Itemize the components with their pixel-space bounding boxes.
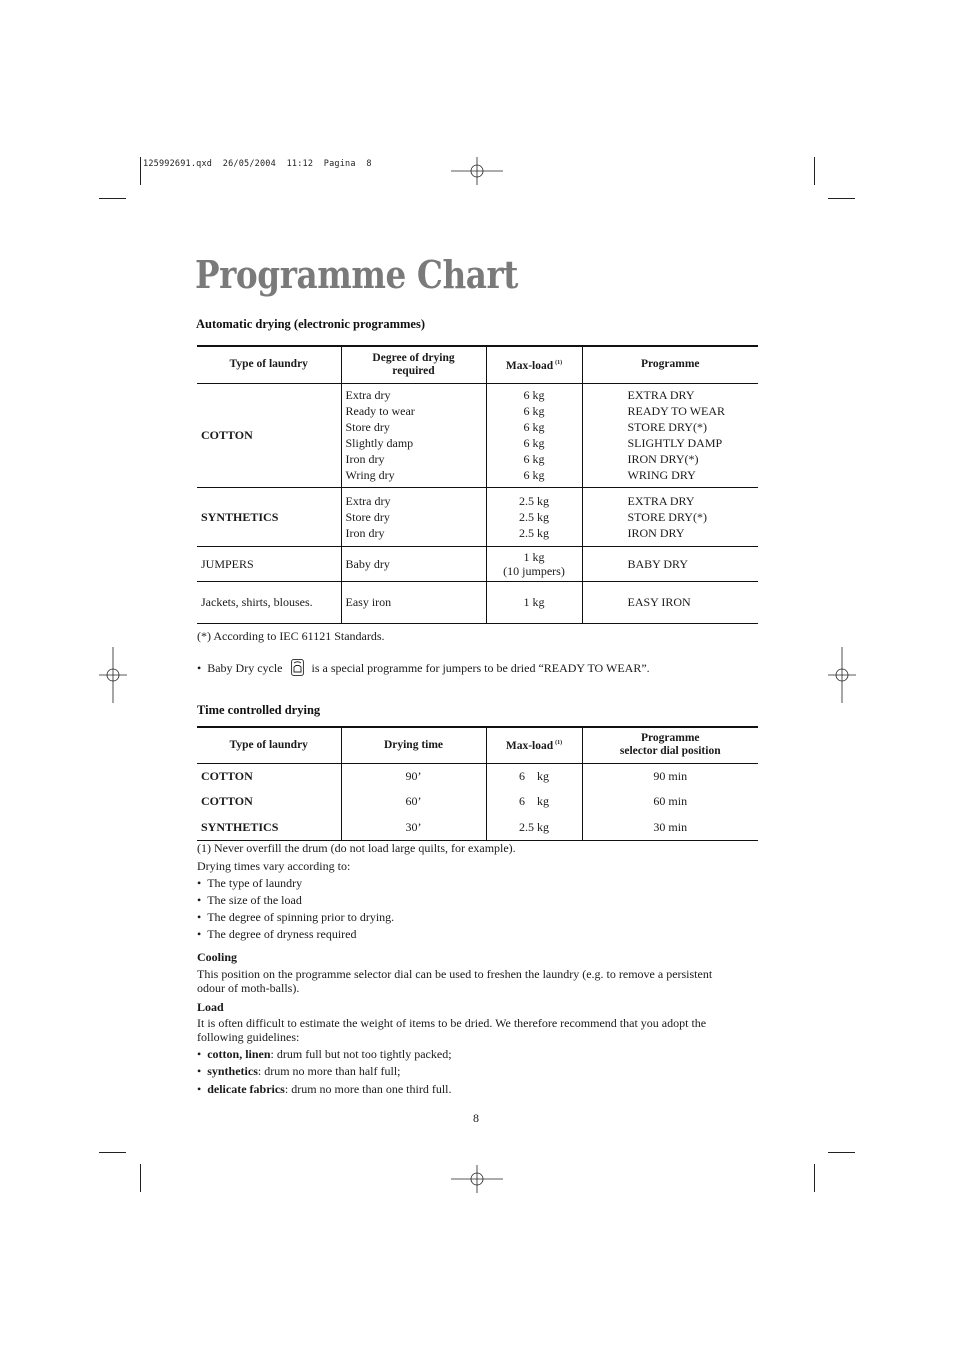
load-item: (10 jumpers) [503, 563, 565, 578]
load-item: 2.5 kg [519, 493, 549, 508]
header-maxload-label: Max-load [505, 740, 554, 753]
crop-mark [99, 1152, 126, 1153]
degree-item: Iron dry [345, 452, 385, 466]
crop-mark [828, 1152, 855, 1153]
programme-item: SLIGHTLY DAMP [627, 436, 723, 450]
footnote-marker: (1) [555, 359, 563, 366]
degree-item: Easy iron [341, 581, 486, 623]
baby-dry-note-start: Baby Dry cycle [207, 661, 283, 675]
iec-footnote: (*) According to IEC 61121 Standards. [197, 629, 385, 643]
load-item: 2.5 kg [519, 509, 549, 524]
drying-time: 30’ [341, 814, 486, 840]
degree-item: Baby dry [341, 546, 486, 581]
load-heading: Load [197, 1000, 224, 1014]
header-dial-line1: Programme [640, 732, 700, 745]
crop-mark [814, 157, 815, 185]
page-title: Programme Chart [195, 252, 518, 297]
drying-times-intro: Drying times vary according to: [197, 859, 351, 873]
footnote-marker: (1) [555, 740, 563, 747]
degree-item: Slightly damp [345, 436, 414, 450]
table-row [197, 581, 758, 623]
programme-item: STORE DRY(*) [627, 509, 707, 524]
jumper-cycle-icon [291, 659, 304, 676]
dial-position: 30 min [582, 814, 758, 840]
degree-item: Wring dry [345, 468, 395, 482]
load-item: 6 kg [523, 404, 545, 418]
table-row [197, 383, 758, 487]
programme-item: READY TO WEAR [627, 404, 726, 418]
programme-item: EXTRA DRY [627, 388, 695, 402]
baby-dry-note-end: is a special programme for jumpers to be dried “READY TO WEAR”. [311, 661, 650, 675]
baby-dry-note [197, 659, 650, 676]
table-row [197, 814, 758, 840]
header-programme: Programme [582, 346, 758, 383]
header-dial-line2: selector dial position [619, 745, 721, 758]
cooling-text: This position on the programme selector dial can be used to freshen the laundry (e.g. to remove a persistent odour of moth-balls). [197, 967, 713, 995]
time-drying-table [197, 726, 758, 841]
load-item: 6 kg [523, 452, 545, 466]
load-item: 6 kg [523, 388, 545, 402]
header-type: Type of laundry [197, 727, 341, 763]
registration-mark-top [451, 157, 503, 185]
load-item: 6 kg [523, 468, 545, 482]
laundry-type: Jackets, shirts, blouses. [201, 595, 313, 609]
load-list [486, 487, 582, 546]
laundry-type: SYNTHETICS [201, 509, 279, 524]
time-drying-heading: Time controlled drying [197, 703, 321, 717]
load-item: 1 kg [486, 581, 582, 623]
registration-mark-bottom [451, 1165, 503, 1193]
max-load: 6 kg [486, 788, 582, 814]
laundry-type: COTTON [201, 768, 253, 783]
list-item: • The degree of dryness required [197, 927, 356, 941]
laundry-type: JUMPERS [201, 556, 254, 571]
degree-item: Ready to wear [345, 404, 415, 418]
load-item-label: synthetics [207, 1064, 258, 1078]
crop-mark [140, 1164, 141, 1192]
list-item: • The size of the load [197, 893, 302, 907]
header-degree-line2: required [392, 364, 435, 377]
programme-list [582, 383, 758, 487]
degree-item: Store dry [345, 420, 390, 434]
programme-item: IRON DRY [627, 525, 685, 540]
table-header-row [197, 346, 758, 383]
load-item-text: : drum full but not too tightly packed; [270, 1047, 452, 1061]
list-item [197, 1047, 452, 1061]
dial-position: 60 min [582, 788, 758, 814]
load-text: It is often difficult to estimate the weight of items to be dried. We therefore recommend that you adopt the following guidelines: [197, 1016, 707, 1044]
degree-item: Iron dry [345, 525, 385, 540]
table-row [197, 788, 758, 814]
registration-mark-left [99, 647, 127, 703]
laundry-type: SYNTHETICS [197, 814, 341, 840]
crop-mark [140, 157, 141, 185]
programme-item: BABY DRY [582, 546, 758, 581]
list-item [197, 1064, 401, 1078]
cooling-heading: Cooling [197, 950, 238, 964]
header-type: Type of laundry [197, 346, 341, 383]
programme-item: IRON DRY(*) [627, 452, 699, 466]
table-row [197, 546, 758, 581]
crop-mark [814, 1164, 815, 1192]
degree-item: Store dry [345, 509, 390, 524]
load-item: 6 kg [523, 436, 545, 450]
programme-item: EXTRA DRY [627, 493, 695, 508]
auto-drying-table [197, 345, 758, 624]
overfill-note: (1) Never overfill the drum (do not load large quilts, for example). [197, 841, 516, 855]
drying-time: 60’ [341, 788, 486, 814]
load-list [486, 383, 582, 487]
header-degree-line1: Degree of drying [372, 351, 455, 364]
load-item: 1 kg [523, 549, 545, 564]
load-item: 2.5 kg [519, 525, 549, 540]
bullet: • [197, 661, 202, 675]
page-number: 8 [473, 1111, 479, 1125]
header-degree [341, 346, 486, 383]
table-row [197, 487, 758, 546]
crop-mark [828, 198, 855, 199]
table-row [197, 763, 758, 788]
laundry-type: COTTON [201, 794, 253, 808]
load-item-text: : drum no more than one third full. [284, 1082, 452, 1096]
load-item-text: : drum no more than half full; [257, 1064, 401, 1078]
degree-list [341, 487, 486, 546]
programme-list [582, 487, 758, 546]
list-item: • The degree of spinning prior to drying. [197, 910, 394, 924]
degree-list [341, 383, 486, 487]
programme-item: EASY IRON [582, 581, 758, 623]
header-time: Drying time [341, 727, 486, 763]
crop-mark [99, 198, 126, 199]
programme-item: WRING DRY [627, 468, 696, 482]
degree-item: Extra dry [345, 388, 391, 402]
list-item [197, 1082, 452, 1096]
load-item-label: cotton, linen [207, 1047, 271, 1061]
list-item: • The type of laundry [197, 876, 302, 890]
header-dial-position [582, 727, 758, 763]
header-maxload [486, 346, 582, 383]
max-load: 6 kg [486, 763, 582, 788]
load-list [486, 546, 582, 581]
table-header-row [197, 727, 758, 763]
max-load: 2.5 kg [486, 814, 582, 840]
degree-item: Extra dry [345, 493, 391, 508]
registration-mark-right [828, 647, 856, 703]
dial-position: 90 min [582, 763, 758, 788]
load-item-label: delicate fabrics [207, 1082, 285, 1096]
header-maxload-label: Max-load [505, 359, 554, 372]
laundry-type: COTTON [201, 428, 253, 442]
header-maxload [486, 727, 582, 763]
programme-item: STORE DRY(*) [627, 420, 707, 434]
print-slug: 125992691.qxd 26/05/2004 11:12 Pagina 8 [143, 159, 372, 169]
load-item: 6 kg [523, 420, 545, 434]
auto-drying-heading: Automatic drying (electronic programmes) [196, 317, 425, 331]
drying-time: 90’ [341, 763, 486, 788]
